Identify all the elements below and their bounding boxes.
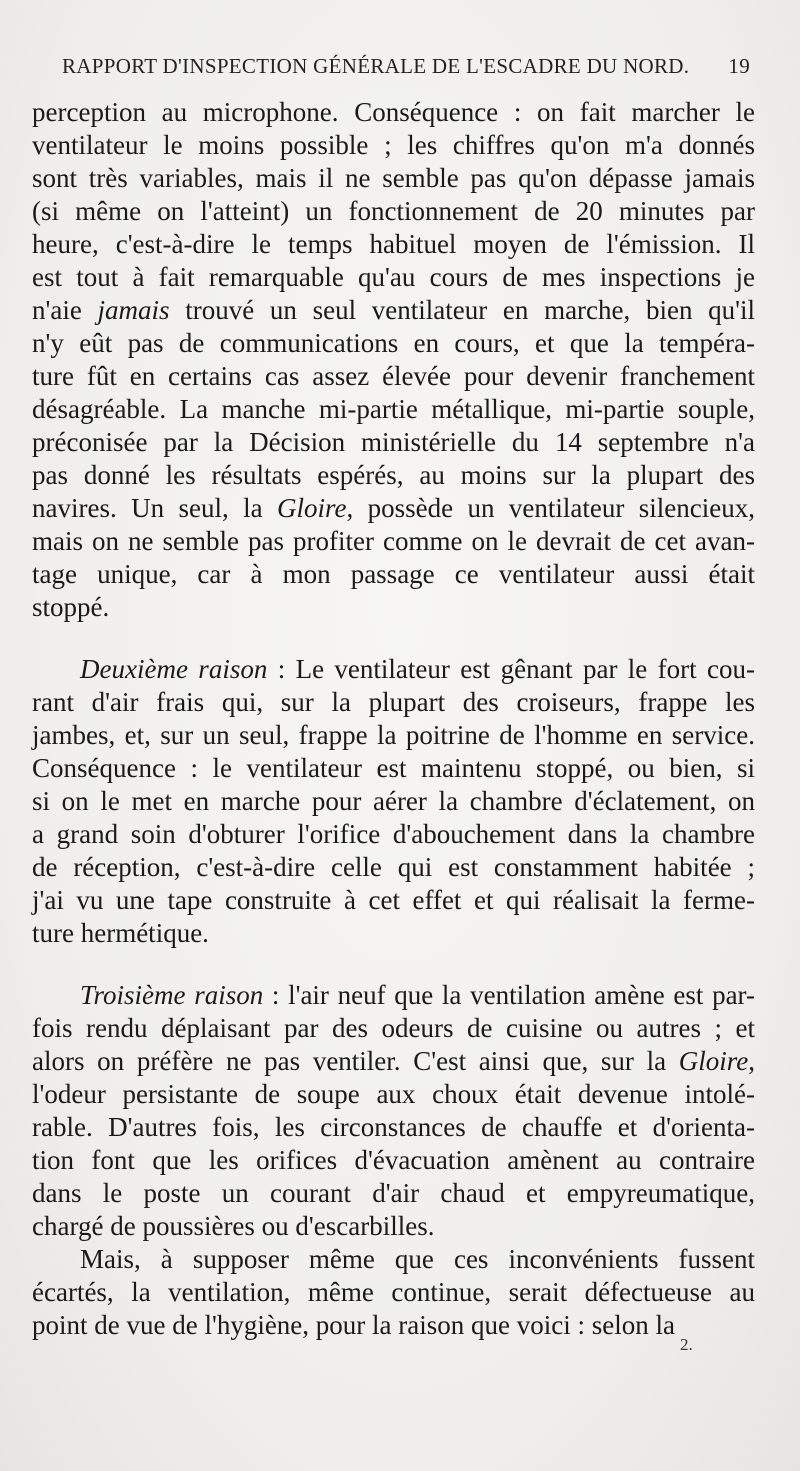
page-number: 19	[728, 54, 750, 78]
text-line: heure, c'est-à-dire le temps habituel moyen de l'émission. Il	[32, 229, 755, 259]
italic-run: Troisième raison	[80, 980, 264, 1010]
text-line: ture fût en certains cas assez élevée pour devenir franchement	[32, 361, 755, 391]
text-line: fois rendu déplaisant par des odeurs de cuisine ou autres ; et	[32, 1013, 755, 1043]
text-line: l'odeur persistante de soupe aux choux était devenue intolé-	[32, 1079, 755, 1109]
text-run: trouvé un seul ventilateur en marche, bien qu'il	[169, 295, 755, 325]
text-line: tion font que les orifices d'évacuation amènent au contraire	[32, 1145, 755, 1175]
text-line: rant d'air frais qui, sur la plupart des croiseurs, frappe les	[32, 687, 755, 717]
text-line: Mais, à supposer même que ces inconvénients fussent	[80, 1244, 755, 1274]
text-line	[32, 492, 755, 525]
text-run: : Le ventilateur est gênant par le fort cou-	[267, 654, 755, 684]
text-run: navires. Un seul, la	[32, 493, 278, 523]
paragraph-4	[32, 1243, 755, 1342]
text-line: jambes, et, sur un seul, frappe la poitrine de l'homme en service.	[32, 720, 755, 750]
running-header	[62, 54, 750, 79]
body-text	[32, 96, 755, 1371]
paragraph-2	[32, 653, 755, 950]
paragraph-3	[32, 979, 755, 1243]
text-run: alors on préfère ne pas ventiler. C'est ainsi que, sur la	[32, 1046, 679, 1076]
text-line: perception au microphone. Conséquence : on fait marcher le	[32, 97, 755, 127]
text-line	[32, 294, 755, 327]
italic-run: Deuxième raison	[80, 654, 268, 684]
text-line: préconisée par la Décision ministérielle du 14 septembre n'a	[32, 427, 755, 457]
italic-run: jamais	[97, 295, 170, 325]
text-line: chargé de poussières ou d'escarbilles.	[32, 1211, 435, 1241]
text-line: désagréable. La manche mi-partie métallique, mi-partie souple,	[32, 394, 755, 424]
text-run: : l'air neuf que la ventilation amène est par-	[263, 980, 755, 1010]
text-run: , possède un ventilateur silencieux,	[346, 493, 755, 523]
text-run: ,	[748, 1046, 755, 1076]
signature-mark: 2.	[680, 1335, 693, 1354]
text-line: dans le poste un courant d'air chaud et empyreumatique,	[32, 1178, 755, 1208]
text-line: (si même on l'atteint) un fonctionnement de 20 minutes par	[32, 196, 755, 226]
text-line: de réception, c'est-à-dire celle qui est constamment habitée ;	[32, 852, 755, 882]
text-line: mais on ne semble pas profiter comme on le devrait de cet avan-	[32, 526, 755, 556]
text-line: n'y eût pas de communications en cours, et que la tempéra-	[32, 328, 755, 358]
paragraph-1	[32, 96, 755, 624]
text-line: a grand soin d'obturer l'orifice d'abouchement dans la chambre	[32, 819, 755, 849]
text-line: si on le met en marche pour aérer la chambre d'éclatement, on	[32, 786, 755, 816]
text-line	[32, 653, 755, 686]
text-line: point de vue de l'hygiène, pour la raison que voici : selon la	[32, 1310, 675, 1340]
text-line: sont très variables, mais il ne semble pas qu'on dépasse jamais	[32, 163, 755, 193]
text-run: n'aie	[32, 295, 98, 325]
text-line: écartés, la ventilation, même continue, serait défectueuse au	[32, 1277, 755, 1307]
text-line: j'ai vu une tape construite à cet effet et qui réalisait la ferme-	[32, 885, 755, 915]
text-line: rable. D'autres fois, les circonstances de chauffe et d'orienta-	[32, 1112, 755, 1142]
text-line: ventilateur le moins possible ; les chiffres qu'on m'a donnés	[32, 130, 755, 160]
text-line	[32, 979, 755, 1012]
text-line: pas donné les résultats espérés, au moins sur la plupart des	[32, 460, 755, 490]
text-line: tage unique, car à mon passage ce ventilateur aussi était	[32, 559, 755, 589]
italic-run: Gloire	[277, 493, 347, 523]
italic-run: Gloire	[678, 1046, 749, 1076]
text-line: Conséquence : le ventilateur est maintenu stoppé, ou bien, si	[32, 753, 755, 783]
text-line	[32, 1045, 755, 1078]
running-title: RAPPORT D'INSPECTION GÉNÉRALE DE L'ESCADRE DU NORD.	[62, 54, 690, 78]
text-line: est tout à fait remarquable qu'au cours de mes inspections je	[32, 262, 755, 292]
text-line: ture hermétique.	[32, 918, 209, 948]
text-line: stoppé.	[32, 592, 110, 622]
